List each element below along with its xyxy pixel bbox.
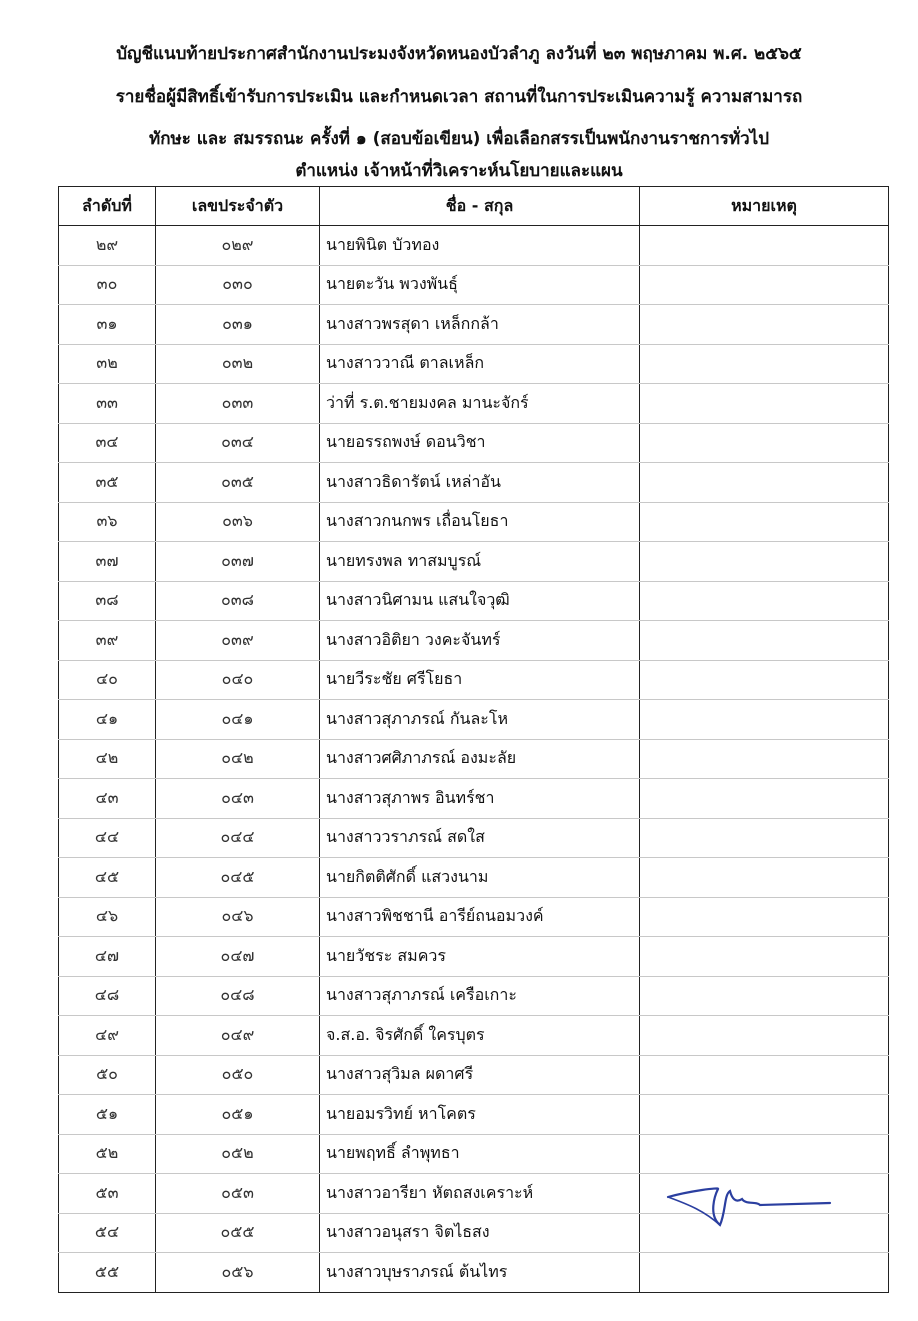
row-remark — [640, 700, 889, 740]
table-row — [59, 581, 889, 621]
row-remark — [640, 1134, 889, 1174]
row-name: นางสาวสุภาพร อินทร์ชา — [320, 779, 640, 819]
row-order: ๔๓ — [59, 779, 156, 819]
row-id: ๐๓๙ — [156, 621, 320, 661]
row-id: ๐๔๗ — [156, 937, 320, 977]
table-row — [59, 1055, 889, 1095]
column-header-name: ชื่อ - สกุล — [320, 187, 640, 226]
row-name: นางสาวสุวิมล ผดาศรี — [320, 1055, 640, 1095]
table-row — [59, 858, 889, 898]
row-name: นายวัชระ สมควร — [320, 937, 640, 977]
row-order: ๕๔ — [59, 1213, 156, 1253]
row-id: ๐๒๙ — [156, 226, 320, 266]
row-remark — [640, 779, 889, 819]
row-name: นางสาวพรสุดา เหล็กกล้า — [320, 305, 640, 345]
row-id: ๐๓๑ — [156, 305, 320, 345]
table-row — [59, 463, 889, 503]
table-row — [59, 621, 889, 661]
row-order: ๕๒ — [59, 1134, 156, 1174]
row-name: นายทรงพล ทาสมบูรณ์ — [320, 542, 640, 582]
row-id: ๐๕๕ — [156, 1213, 320, 1253]
row-name: นางสาวอนุสรา จิตไธสง — [320, 1213, 640, 1253]
row-id: ๐๕๑ — [156, 1095, 320, 1135]
table-header-row — [59, 187, 889, 226]
row-remark — [640, 1253, 889, 1293]
row-name: นางสาววราภรณ์ สดใส — [320, 818, 640, 858]
row-id: ๐๓๓ — [156, 384, 320, 424]
row-remark — [640, 897, 889, 937]
table-row — [59, 542, 889, 582]
row-remark — [640, 1095, 889, 1135]
row-name: นายวีระชัย ศรีโยธา — [320, 660, 640, 700]
row-id: ๐๓๕ — [156, 463, 320, 503]
row-order: ๔๘ — [59, 976, 156, 1016]
row-remark — [640, 344, 889, 384]
table-row — [59, 344, 889, 384]
row-order: ๕๓ — [59, 1174, 156, 1214]
table-row — [59, 660, 889, 700]
row-name: นางสาวสุภาภรณ์ เครือเกาะ — [320, 976, 640, 1016]
row-remark — [640, 384, 889, 424]
row-name: นายพฤทธิ์ ลำพุทธา — [320, 1134, 640, 1174]
row-id: ๐๓๒ — [156, 344, 320, 384]
table-row — [59, 1095, 889, 1135]
row-remark — [640, 226, 889, 266]
row-order: ๓๑ — [59, 305, 156, 345]
row-order: ๔๙ — [59, 1016, 156, 1056]
table-row — [59, 779, 889, 819]
row-order: ๔๖ — [59, 897, 156, 937]
row-remark — [640, 1055, 889, 1095]
row-name: นางสาวนิศามน แสนใจวุฒิ — [320, 581, 640, 621]
table-row — [59, 937, 889, 977]
row-id: ๐๔๘ — [156, 976, 320, 1016]
row-order: ๓๗ — [59, 542, 156, 582]
row-name: นายอมรวิทย์ หาโคตร — [320, 1095, 640, 1135]
row-remark — [640, 818, 889, 858]
row-order: ๒๙ — [59, 226, 156, 266]
row-id: ๐๓๖ — [156, 502, 320, 542]
row-order: ๓๖ — [59, 502, 156, 542]
row-id: ๐๔๕ — [156, 858, 320, 898]
row-id: ๐๕๐ — [156, 1055, 320, 1095]
row-name: นายตะวัน พวงพันธุ์ — [320, 265, 640, 305]
table-row — [59, 384, 889, 424]
column-header-id: เลขประจำตัว — [156, 187, 320, 226]
row-id: ๐๓๗ — [156, 542, 320, 582]
table-row — [59, 265, 889, 305]
row-name: นายกิตติศักดิ์ แสวงนาม — [320, 858, 640, 898]
row-remark — [640, 581, 889, 621]
row-id: ๐๕๖ — [156, 1253, 320, 1293]
table-row — [59, 305, 889, 345]
row-id: ๐๔๙ — [156, 1016, 320, 1056]
row-order: ๔๐ — [59, 660, 156, 700]
row-id: ๐๓๘ — [156, 581, 320, 621]
row-order: ๓๐ — [59, 265, 156, 305]
row-remark — [640, 542, 889, 582]
row-name: นางสาวศศิภาภรณ์ องมะลัย — [320, 739, 640, 779]
table-row — [59, 1253, 889, 1293]
row-order: ๓๕ — [59, 463, 156, 503]
header-line-4: ตำแหน่ง เจ้าหน้าที่วิเคราะห์นโยบายและแผน — [295, 161, 623, 181]
table-row — [59, 502, 889, 542]
row-remark — [640, 423, 889, 463]
row-id: ๐๓๔ — [156, 423, 320, 463]
row-id: ๐๕๓ — [156, 1174, 320, 1214]
table-row — [59, 423, 889, 463]
row-order: ๔๔ — [59, 818, 156, 858]
row-name: นางสาวอารียา หัตถสงเคราะห์ — [320, 1174, 640, 1214]
row-remark — [640, 1016, 889, 1056]
table-row — [59, 226, 889, 266]
row-order: ๔๕ — [59, 858, 156, 898]
table-row — [59, 700, 889, 740]
row-remark — [640, 502, 889, 542]
row-remark — [640, 976, 889, 1016]
row-remark — [640, 739, 889, 779]
row-order: ๓๒ — [59, 344, 156, 384]
row-order: ๔๗ — [59, 937, 156, 977]
row-name: นางสาวกนกพร เถื่อนโยธา — [320, 502, 640, 542]
row-remark — [640, 463, 889, 503]
header-line-3: ทักษะ และ สมรรถนะ ครั้งที่ ๑ (สอบข้อเขียน) เพื่อเลือกสรรเป็นพนักงานราชการทั่วไป — [149, 129, 769, 149]
row-remark — [640, 858, 889, 898]
row-id: ๐๔๖ — [156, 897, 320, 937]
row-name: นายอรรถพงษ์ ดอนวิชา — [320, 423, 640, 463]
row-id: ๐๔๒ — [156, 739, 320, 779]
row-remark — [640, 621, 889, 661]
row-order: ๕๕ — [59, 1253, 156, 1293]
column-header-remark: หมายเหตุ — [640, 187, 889, 226]
row-order: ๔๒ — [59, 739, 156, 779]
row-order: ๕๐ — [59, 1055, 156, 1095]
table-row — [59, 818, 889, 858]
table-row — [59, 1016, 889, 1056]
row-order: ๓๙ — [59, 621, 156, 661]
row-name: นางสาวอิติยา วงคะจันทร์ — [320, 621, 640, 661]
row-order: ๓๘ — [59, 581, 156, 621]
row-id: ๐๔๐ — [156, 660, 320, 700]
row-id: ๐๔๑ — [156, 700, 320, 740]
row-id: ๐๕๒ — [156, 1134, 320, 1174]
row-remark — [640, 937, 889, 977]
table-row — [59, 739, 889, 779]
candidate-table — [58, 186, 889, 1293]
row-order: ๓๓ — [59, 384, 156, 424]
header-line-1: บัญชีแนบท้ายประกาศสำนักงานประมงจังหวัดหนองบัวลำภู ลงวันที่ ๒๓ พฤษภาคม พ.ศ. ๒๕๖๕ — [116, 44, 802, 64]
signature-image — [660, 1175, 840, 1235]
row-name: นางสาววาณี ตาลเหล็ก — [320, 344, 640, 384]
row-name: นางสาวพิชชานี อารีย์ถนอมวงค์ — [320, 897, 640, 937]
row-id: ๐๓๐ — [156, 265, 320, 305]
header-line-2: รายชื่อผู้มีสิทธิ์เข้ารับการประเมิน และกำหนดเวลา สถานที่ในการประเมินความรู้ ความสามารถ — [115, 87, 803, 107]
column-header-order: ลำดับที่ — [59, 187, 156, 226]
row-remark — [640, 660, 889, 700]
row-id: ๐๔๔ — [156, 818, 320, 858]
table-row — [59, 976, 889, 1016]
row-order: ๓๔ — [59, 423, 156, 463]
row-name: ว่าที่ ร.ต.ชายมงคล มานะจักร์ — [320, 384, 640, 424]
row-id: ๐๔๓ — [156, 779, 320, 819]
row-remark — [640, 265, 889, 305]
table-row — [59, 897, 889, 937]
row-name: นางสาวบุษราภรณ์ ต้นไทร — [320, 1253, 640, 1293]
row-order: ๕๑ — [59, 1095, 156, 1135]
row-name: นายพินิต บัวทอง — [320, 226, 640, 266]
row-name: นางสาวสุภาภรณ์ กันละโห — [320, 700, 640, 740]
row-name: จ.ส.อ. จิรศักดิ์ ใครบุตร — [320, 1016, 640, 1056]
row-name: นางสาวธิดารัตน์ เหล่าอัน — [320, 463, 640, 503]
table-row — [59, 1134, 889, 1174]
row-remark — [640, 305, 889, 345]
row-order: ๔๑ — [59, 700, 156, 740]
